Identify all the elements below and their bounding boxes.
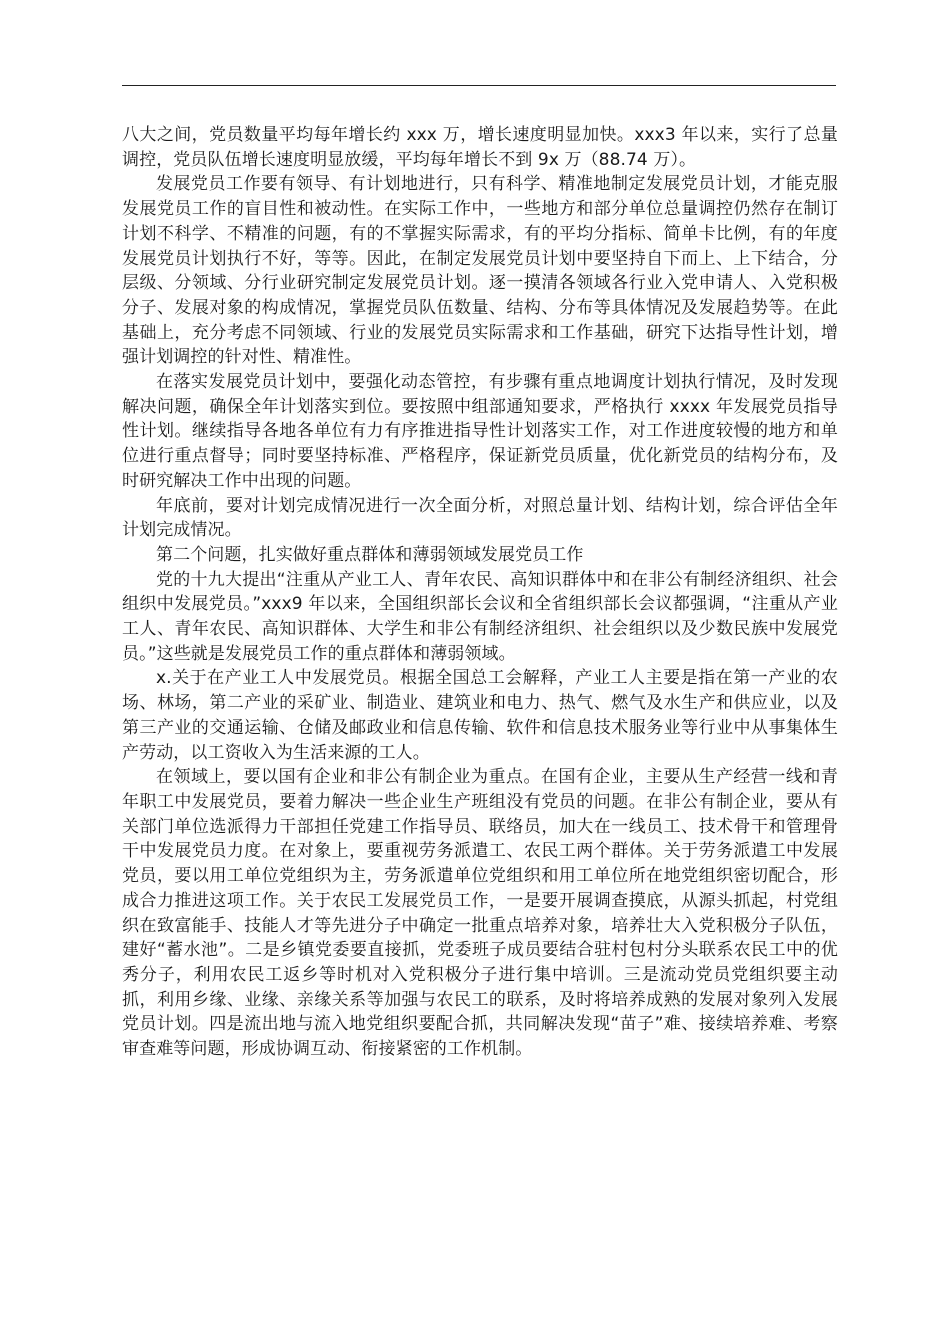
- paragraph: 党的十九大提出“注重从产业工人、青年农民、高知识群体中和在非公有制经济组织、社会组织中发展党员。”xxx9 年以来，全国组织部长会议和全省组织部长会议都强调，“注重从产业工人、青年农民、高知识群体、大学生和非公有制经济组织、社会组织以及少数民族中发展党员。”这些就是发展党员工作的重点群体和薄弱领域。: [122, 569, 838, 664]
- paragraph: 八大之间，党员数量平均每年增长约 xxx 万，增长速度明显加快。xxx3 年以来，实行了总量调控，党员队伍增长速度明显放缓，平均每年增长不到 9x 万（88.74 万）。: [122, 125, 838, 170]
- paragraph: x.关于在产业工人中发展党员。根据全国总工会解释，产业工人主要是指在第一产业的农场、林场，第二产业的采矿业、制造业、建筑业和电力、热气、燃气及水生产和供应业，以及第三产业的交通运输、仓储及邮政业和信息传输、软件和信息技术服务业等行业中从事集体生产劳动，以工资收入为生活来源的工人。: [122, 668, 838, 763]
- document-body: [122, 123, 838, 1062]
- paragraph: 在领域上，要以国有企业和非公有制企业为重点。在国有企业，主要从生产经营一线和青年职工中发展党员，要着力解决一些企业生产班组没有党员的问题。在非公有制企业，要从有关部门单位选派得力干部担任党建工作指导员、联络员，加大在一线员工、技术骨干和管理骨干中发展党员力度。在对象上，要重视劳务派遣工、农民工两个群体。关于劳务派遣工中发展党员，要以用工单位党组织为主，劳务派遣单位党组织和用工单位所在地党组织密切配合，形成合力推进这项工作。关于农民工发展党员工作，一是要开展调查摸底，从源头抓起，村党组织在致富能手、技能人才等先进分子中确定一批重点培养对象，培养壮大入党积极分子队伍，建好“蓄水池”。二是乡镇党委要直接抓，党委班子成员要结合驻村包村分头联系农民工中的优秀分子，利用农民工返乡等时机对入党积极分子进行集中培训。三是流动党员党组织要主动抓，利用乡缘、业缘、亲缘关系等加强与农民工的联系，及时将培养成熟的发展对象列入发展党员计划。四是流出地与流入地党组织要配合抓，共同解决发现“苗子”难、接续培养难、考察审查难等问题，形成协调互动、衔接紧密的工作机制。: [122, 767, 838, 1060]
- paragraph: 在落实发展党员计划中，要强化动态管控，有步骤有重点地调度计划执行情况，及时发现解决问题，确保全年计划落实到位。要按照中组部通知要求，严格执行 xxxx 年发展党员指导性计划。继续指导各地各单位有力有序推进指导性计划落实工作，对工作进度较慢的地方和单位进行重点督导；同时要坚持标准、严格程序，保证新党员质量，优化新党员的结构分布，及时研究解决工作中出现的问题。: [122, 372, 838, 491]
- section-heading: 第二个问题，扎实做好重点群体和薄弱领域发展党员工作: [156, 544, 584, 565]
- paragraph: 年底前，要对计划完成情况进行一次全面分析，对照总量计划、结构计划，综合评估全年计划完成情况。: [122, 495, 838, 541]
- header-rule: [122, 85, 836, 86]
- paragraph: 发展党员工作要有领导、有计划地进行，只有科学、精准地制定发展党员计划，才能克服发展党员工作的盲目性和被动性。在实际工作中，一些地方和部分单位总量调控仍然存在制订计划不科学、不精准的问题，有的不掌握实际需求，有的平均分指标、简单卡比例，有的年度发展党员计划执行不好，等等。因此，在制定发展党员计划中要坚持自下而上、上下结合，分层级、分领域、分行业研究制定发展党员计划。逐一摸清各领域各行业入党申请人、入党积极分子、发展对象的构成情况，掌握党员队伍数量、结构、分布等具体情况及发展趋势等。在此基础上，充分考虑不同领域、行业的发展党员实际需求和工作基础，研究下达指导性计划，增强计划调控的针对性、精准性。: [122, 174, 838, 368]
